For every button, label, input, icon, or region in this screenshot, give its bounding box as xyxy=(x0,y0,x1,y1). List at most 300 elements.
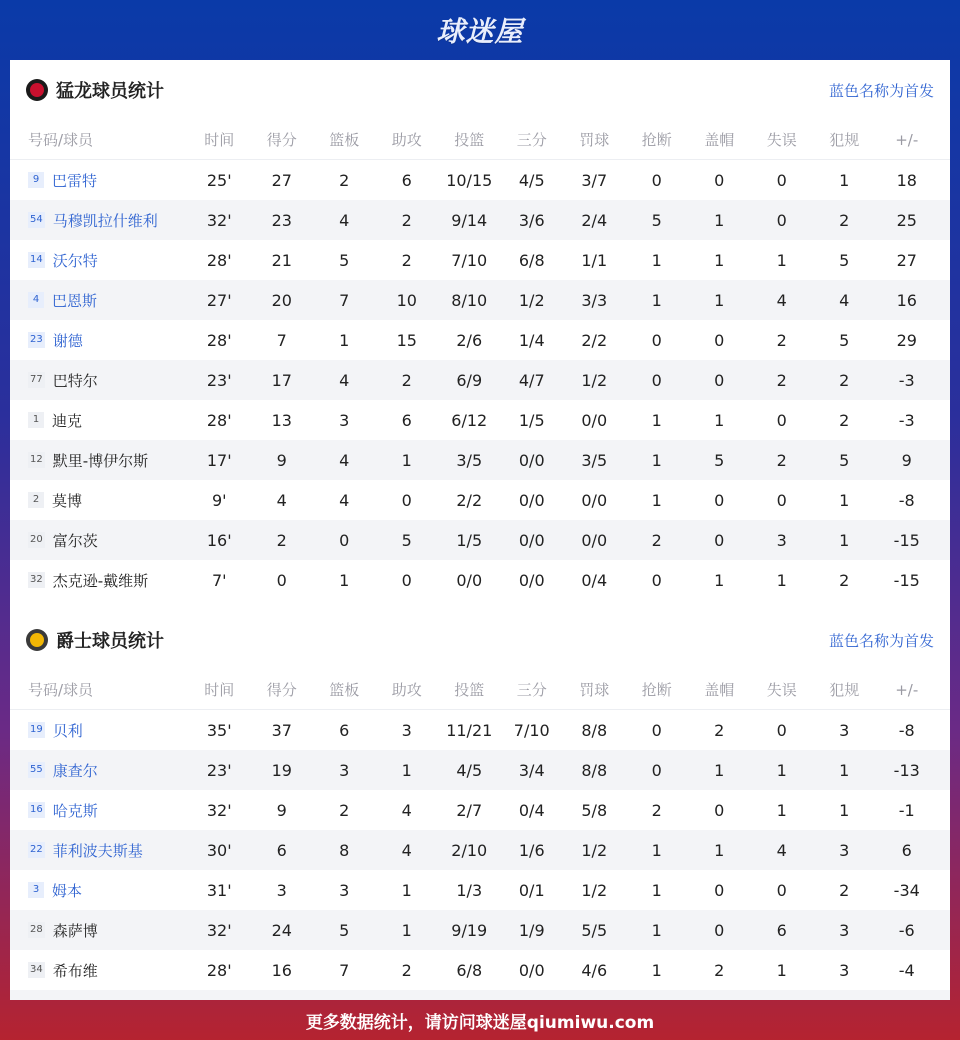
stat-cell: 5 xyxy=(339,920,350,940)
column-header: 失误 xyxy=(766,131,797,149)
stat-cell: 0 xyxy=(651,170,662,190)
table-row[interactable] xyxy=(10,990,950,1000)
player-cell xyxy=(10,170,188,191)
stat-cell: 19 xyxy=(271,760,292,780)
stat-cell: 0 xyxy=(651,720,662,740)
stat-cell: 3 xyxy=(276,880,287,900)
stat-cell: 13 xyxy=(271,410,292,430)
stat-cell: 1 xyxy=(651,840,662,860)
player-name-link[interactable]: 贝利 xyxy=(52,721,83,740)
stat-cell: 2 xyxy=(401,370,412,390)
stat-cell: -15 xyxy=(893,570,920,590)
stat-cell: -8 xyxy=(898,490,915,510)
player-name-link[interactable]: 杰克逊-戴维斯 xyxy=(52,571,149,590)
player-name-link[interactable]: 沃尔特 xyxy=(52,251,98,270)
stat-cell: 28' xyxy=(206,330,232,350)
stat-cell: 0 xyxy=(651,330,662,350)
stat-cell: 0/0 xyxy=(581,490,608,510)
stat-cell: 23' xyxy=(206,370,232,390)
column-header: 失误 xyxy=(766,681,797,699)
stat-cell: 0 xyxy=(714,920,725,940)
top-bar xyxy=(0,0,960,60)
column-header: 时间 xyxy=(204,681,235,699)
stat-cell: 3/4 xyxy=(518,760,545,780)
table-row[interactable] xyxy=(10,440,950,480)
team-title: 猛龙球员统计 xyxy=(56,81,164,102)
stat-cell: 0 xyxy=(651,370,662,390)
player-name-link[interactable]: 巴恩斯 xyxy=(52,291,98,310)
stat-cell: 30' xyxy=(206,840,232,860)
stat-cell: 1/2 xyxy=(581,840,608,860)
stat-cell: 2 xyxy=(339,170,350,190)
table-row[interactable] xyxy=(10,320,950,360)
jersey-number-badge: 54 xyxy=(28,212,45,228)
stat-cell: 1 xyxy=(714,760,725,780)
jersey-number-badge: 32 xyxy=(28,572,45,588)
column-header: 篮板 xyxy=(329,681,360,699)
stat-cell: 1 xyxy=(651,960,662,980)
stat-cell: 1 xyxy=(776,760,787,780)
player-cell xyxy=(10,800,188,821)
stat-cell: -6 xyxy=(898,920,915,940)
stat-cell: 6/8 xyxy=(456,960,483,980)
stat-cell: 1 xyxy=(651,410,662,430)
stat-cell: 4 xyxy=(401,840,412,860)
jersey-number-badge: 2 xyxy=(28,492,44,508)
stat-cell: 1 xyxy=(339,330,350,350)
stat-cell: 17 xyxy=(271,370,292,390)
stat-cell: 8/10 xyxy=(451,290,488,310)
stat-cell: 1 xyxy=(651,920,662,940)
stat-cell: 37 xyxy=(271,720,292,740)
table-row[interactable] xyxy=(10,200,950,240)
stat-cell: 1 xyxy=(839,490,850,510)
stat-cell: 3/6 xyxy=(518,210,545,230)
stat-cell: 25 xyxy=(896,210,917,230)
column-header: 得分 xyxy=(266,131,297,149)
stat-cell: 23' xyxy=(206,760,232,780)
column-header: 抢断 xyxy=(641,681,672,699)
stat-cell: 11/21 xyxy=(446,720,493,740)
stat-cell: 5 xyxy=(839,250,850,270)
stat-cell: 0 xyxy=(776,210,787,230)
stat-cell: 28' xyxy=(206,250,232,270)
stat-cell: 1/1 xyxy=(581,250,608,270)
stat-cell: 27 xyxy=(896,250,917,270)
jersey-number-badge: 77 xyxy=(28,372,45,388)
stat-cell: 4 xyxy=(401,800,412,820)
stat-cell: 6 xyxy=(401,170,412,190)
stat-cell: 2 xyxy=(776,450,787,470)
table-row[interactable] xyxy=(10,910,950,950)
stat-cell: 3 xyxy=(839,840,850,860)
table-header-row xyxy=(10,670,950,710)
stat-cell: 2 xyxy=(839,210,850,230)
table-row[interactable] xyxy=(10,360,950,400)
player-name-link[interactable]: 希布维 xyxy=(52,961,98,980)
stat-cell: 1 xyxy=(776,960,787,980)
stat-cell: 1 xyxy=(776,570,787,590)
stat-cell: 1/5 xyxy=(518,410,545,430)
stat-cell: 1 xyxy=(839,800,850,820)
player-cell xyxy=(10,490,188,511)
stat-cell: 7' xyxy=(211,570,227,590)
footer-banner[interactable]: 更多数据统计，请访问球迷屋qiumiwu.com xyxy=(305,1012,655,1033)
player-cell xyxy=(10,840,188,861)
column-header: 助攻 xyxy=(391,681,422,699)
stat-cell: 7 xyxy=(276,330,287,350)
stat-cell: 28' xyxy=(206,410,232,430)
stat-cell: 3 xyxy=(839,960,850,980)
stat-cell: 2 xyxy=(714,960,725,980)
jersey-number-badge: 34 xyxy=(28,962,45,978)
stat-cell: 4 xyxy=(339,450,350,470)
player-cell xyxy=(10,960,188,981)
stat-cell: 1 xyxy=(651,250,662,270)
stat-cell: 1 xyxy=(651,450,662,470)
stat-cell: 3 xyxy=(839,920,850,940)
stat-cell: 0/4 xyxy=(581,570,608,590)
stat-cell: 6/9 xyxy=(456,370,483,390)
stat-cell: 3/5 xyxy=(456,450,483,470)
team-section xyxy=(10,60,950,600)
jersey-number-badge: 28 xyxy=(28,922,45,938)
stat-cell: 0/0 xyxy=(518,490,545,510)
player-name-link[interactable]: 哈克斯 xyxy=(52,801,98,820)
player-cell xyxy=(10,210,188,231)
stat-cell: 4/5 xyxy=(456,760,483,780)
stat-cell: 1/5 xyxy=(456,530,483,550)
stat-cell: 32' xyxy=(206,920,232,940)
column-header: 盖帽 xyxy=(704,681,735,699)
stat-cell: 7 xyxy=(339,290,350,310)
stat-cell: 0 xyxy=(714,490,725,510)
player-cell xyxy=(10,290,188,311)
stat-cell: 6 xyxy=(901,840,912,860)
stat-cell: 1/6 xyxy=(518,840,545,860)
stat-cell: 0/0 xyxy=(518,960,545,980)
table-row[interactable] xyxy=(10,750,950,790)
stat-cell: 6 xyxy=(276,840,287,860)
stat-cell: 0 xyxy=(651,570,662,590)
stat-cell: 2/2 xyxy=(581,330,608,350)
stat-cell: 9 xyxy=(901,450,912,470)
player-cell xyxy=(10,410,188,431)
stat-cell: -1 xyxy=(898,800,915,820)
stat-cell: 23 xyxy=(271,210,292,230)
stat-cell: 8/8 xyxy=(581,720,608,740)
stat-cell: -8 xyxy=(898,720,915,740)
stat-cell: 3 xyxy=(401,720,412,740)
stat-cell: 1 xyxy=(776,800,787,820)
player-name-link[interactable]: 马穆凯拉什维利 xyxy=(52,211,158,230)
stat-cell: 1 xyxy=(714,250,725,270)
jersey-number-badge: 23 xyxy=(28,332,45,348)
stat-cell: 2/4 xyxy=(581,210,608,230)
stat-cell: 3 xyxy=(339,410,350,430)
stat-cell: 2 xyxy=(651,530,662,550)
stat-cell: 0 xyxy=(776,720,787,740)
table-row[interactable] xyxy=(10,950,950,990)
stat-cell: 1 xyxy=(776,250,787,270)
stat-cell: 3/7 xyxy=(581,170,608,190)
stat-cell: 2 xyxy=(339,800,350,820)
player-name-link[interactable]: 姆本 xyxy=(52,881,83,900)
stat-cell: 6/8 xyxy=(518,250,545,270)
stat-cell: 1 xyxy=(714,840,725,860)
column-header: 投篮 xyxy=(454,131,485,149)
stat-cell: 4/5 xyxy=(518,170,545,190)
player-cell xyxy=(10,250,188,271)
starter-legend-note: 蓝色名称为首发 xyxy=(828,631,934,650)
team-title-wrap xyxy=(26,627,164,653)
column-header: 罚球 xyxy=(579,131,610,149)
player-cell xyxy=(10,720,188,741)
stat-cell: 2 xyxy=(401,960,412,980)
stat-cell: 2 xyxy=(651,800,662,820)
stat-cell: 27 xyxy=(271,170,292,190)
column-header: 助攻 xyxy=(391,131,422,149)
player-name-link[interactable]: 谢德 xyxy=(52,331,83,350)
stat-cell: 29 xyxy=(896,330,917,350)
stat-cell: 21 xyxy=(271,250,292,270)
stat-cell: 0/4 xyxy=(518,800,545,820)
stat-cell: 24 xyxy=(271,920,292,940)
stat-cell: 0 xyxy=(714,880,725,900)
column-header: +/- xyxy=(895,680,919,699)
stat-cell: 5 xyxy=(839,330,850,350)
column-header: 得分 xyxy=(266,681,297,699)
column-header: 篮板 xyxy=(329,131,360,149)
stat-cell: 8/8 xyxy=(581,760,608,780)
team-header xyxy=(10,610,950,670)
stat-cell: 3 xyxy=(776,530,787,550)
player-cell xyxy=(10,330,188,351)
player-name-link[interactable]: 巴雷特 xyxy=(52,171,98,190)
team-title-wrap xyxy=(26,77,164,103)
stat-cell: 31' xyxy=(206,880,232,900)
stat-cell: 0 xyxy=(714,800,725,820)
stat-cell: 7 xyxy=(339,960,350,980)
stat-cell: 9/19 xyxy=(451,920,488,940)
stat-cell: -15 xyxy=(893,530,920,550)
player-cell xyxy=(10,530,188,551)
stat-cell: 18 xyxy=(896,170,917,190)
table-row[interactable] xyxy=(10,480,950,520)
player-name-link[interactable]: 菲利波夫斯基 xyxy=(52,841,143,860)
stat-cell: 0 xyxy=(714,370,725,390)
stat-cell: 16 xyxy=(271,960,292,980)
stat-cell: 3/3 xyxy=(581,290,608,310)
stat-cell: 1 xyxy=(651,880,662,900)
stat-cell: -34 xyxy=(893,880,920,900)
stat-cell: 32' xyxy=(206,800,232,820)
player-cell xyxy=(10,760,188,781)
player-name-link[interactable]: 富尔茨 xyxy=(52,531,98,550)
stat-cell: 4 xyxy=(339,490,350,510)
player-name-link[interactable]: 默里-博伊尔斯 xyxy=(52,451,149,470)
stat-cell: 0/0 xyxy=(518,570,545,590)
jersey-number-badge: 4 xyxy=(28,292,44,308)
stat-cell: 1 xyxy=(839,530,850,550)
stat-cell: -3 xyxy=(898,370,915,390)
jersey-number-badge: 1 xyxy=(28,412,44,428)
stat-cell: 4 xyxy=(776,290,787,310)
stat-cell: -13 xyxy=(893,760,920,780)
stat-cell: 9 xyxy=(276,800,287,820)
stats-table xyxy=(10,120,950,600)
column-header: 投篮 xyxy=(454,681,485,699)
player-name-link[interactable]: 康查尔 xyxy=(52,761,98,780)
stat-cell: 35' xyxy=(206,720,232,740)
team-header xyxy=(10,60,950,120)
stat-cell: 5/8 xyxy=(581,800,608,820)
stat-cell: 1 xyxy=(651,290,662,310)
stat-cell: 1/2 xyxy=(518,290,545,310)
stat-cell: 0 xyxy=(714,530,725,550)
jersey-number-badge: 19 xyxy=(28,722,45,738)
stat-cell: 9/14 xyxy=(451,210,488,230)
table-row[interactable] xyxy=(10,870,950,910)
stat-cell: 0 xyxy=(776,170,787,190)
stat-cell: 0 xyxy=(276,570,287,590)
stat-cell: 1 xyxy=(839,170,850,190)
stat-cell: 0 xyxy=(776,880,787,900)
stat-cell: 16' xyxy=(206,530,232,550)
jersey-number-badge: 3 xyxy=(28,882,44,898)
player-cell xyxy=(10,880,188,901)
stat-cell: 1/3 xyxy=(456,880,483,900)
stat-cell: 6 xyxy=(401,410,412,430)
stats-table xyxy=(10,670,950,1000)
stat-cell: 1 xyxy=(401,450,412,470)
stat-cell: 2 xyxy=(714,720,725,740)
stat-cell: 0/1 xyxy=(518,880,545,900)
player-cell xyxy=(10,920,188,941)
table-row[interactable] xyxy=(10,400,950,440)
stat-cell: 20 xyxy=(271,290,292,310)
jersey-number-badge: 14 xyxy=(28,252,45,268)
jersey-number-badge: 22 xyxy=(28,842,45,858)
stat-cell: 7/10 xyxy=(513,720,550,740)
stat-cell: 2/10 xyxy=(451,840,488,860)
player-name-link[interactable]: 莫博 xyxy=(52,491,83,510)
stat-cell: 6 xyxy=(339,720,350,740)
stat-cell: 0/0 xyxy=(581,410,608,430)
stat-cell: 1 xyxy=(651,490,662,510)
stat-cell: 9' xyxy=(211,490,227,510)
stat-cell: 1 xyxy=(839,760,850,780)
stat-cell: 4/7 xyxy=(518,370,545,390)
stat-cell: 0 xyxy=(714,170,725,190)
stat-cell: 0/0 xyxy=(581,530,608,550)
stat-cell: 2 xyxy=(839,410,850,430)
player-name-link[interactable]: 巴特尔 xyxy=(52,371,98,390)
stat-cell: 27' xyxy=(206,290,232,310)
stat-cell: 2/7 xyxy=(456,800,483,820)
stat-cell: 4 xyxy=(276,490,287,510)
stat-cell: 0 xyxy=(776,490,787,510)
stat-cell: 10 xyxy=(396,290,417,310)
jersey-number-badge: 55 xyxy=(28,762,45,778)
stat-cell: 0 xyxy=(401,570,412,590)
stat-cell: 16 xyxy=(896,290,917,310)
stat-cell: 1 xyxy=(714,210,725,230)
stat-cell: 5 xyxy=(651,210,662,230)
table-row[interactable] xyxy=(10,280,950,320)
table-row[interactable] xyxy=(10,160,950,200)
table-row[interactable] xyxy=(10,710,950,750)
stat-cell: 1 xyxy=(401,920,412,940)
stat-cell: 4 xyxy=(339,210,350,230)
stat-cell: 2 xyxy=(776,330,787,350)
stat-cell: 2 xyxy=(276,530,287,550)
column-header: 三分 xyxy=(516,681,547,699)
starter-legend-note: 蓝色名称为首发 xyxy=(828,81,934,100)
stat-cell: 32' xyxy=(206,210,232,230)
stat-cell: 2 xyxy=(401,250,412,270)
stat-cell: 4 xyxy=(339,370,350,390)
column-header: 时间 xyxy=(204,131,235,149)
player-cell xyxy=(10,570,188,591)
stat-cell: 28' xyxy=(206,960,232,980)
table-row[interactable] xyxy=(10,520,950,560)
player-name-link[interactable]: 森萨博 xyxy=(52,921,98,940)
stat-cell: 15 xyxy=(396,330,417,350)
stat-cell: -4 xyxy=(898,960,915,980)
stat-cell: 1 xyxy=(401,880,412,900)
table-row[interactable] xyxy=(10,830,950,870)
stat-cell: 2 xyxy=(776,370,787,390)
stat-cell: 10/15 xyxy=(446,170,493,190)
stat-cell: 1/4 xyxy=(518,330,545,350)
section-gap xyxy=(10,600,950,610)
stat-cell: 25' xyxy=(206,170,232,190)
table-row[interactable] xyxy=(10,240,950,280)
stat-cell: 3 xyxy=(839,720,850,740)
column-header: 号码/球员 xyxy=(28,131,94,149)
stat-cell: 0/0 xyxy=(456,570,483,590)
jersey-number-badge: 16 xyxy=(28,802,45,818)
stat-cell: 7/10 xyxy=(451,250,488,270)
stat-cell: 3 xyxy=(339,880,350,900)
player-name-link[interactable]: 迪克 xyxy=(52,411,83,430)
stat-cell: 4 xyxy=(776,840,787,860)
stat-cell: 2 xyxy=(839,370,850,390)
stat-cell: 1/2 xyxy=(581,370,608,390)
brand-logo: 球迷屋 xyxy=(436,15,524,48)
stat-cell: 2 xyxy=(839,570,850,590)
stat-cell: 1 xyxy=(714,570,725,590)
stat-cell: 1 xyxy=(714,290,725,310)
jazz-logo-icon xyxy=(26,629,48,651)
stat-cell: 2/2 xyxy=(456,490,483,510)
stat-cell: 4 xyxy=(839,290,850,310)
stat-cell: 5/5 xyxy=(581,920,608,940)
column-header: 犯规 xyxy=(829,681,860,699)
jersey-number-badge: 12 xyxy=(28,452,45,468)
table-row[interactable] xyxy=(10,790,950,830)
player-cell xyxy=(10,450,188,471)
column-header: 抢断 xyxy=(641,131,672,149)
stat-cell: 3/5 xyxy=(581,450,608,470)
stat-cell: 1 xyxy=(714,410,725,430)
stat-cell: 2 xyxy=(401,210,412,230)
column-header: 号码/球员 xyxy=(28,681,94,699)
stat-cell: 1/2 xyxy=(581,880,608,900)
table-row[interactable] xyxy=(10,560,950,600)
stat-cell: 0 xyxy=(651,760,662,780)
